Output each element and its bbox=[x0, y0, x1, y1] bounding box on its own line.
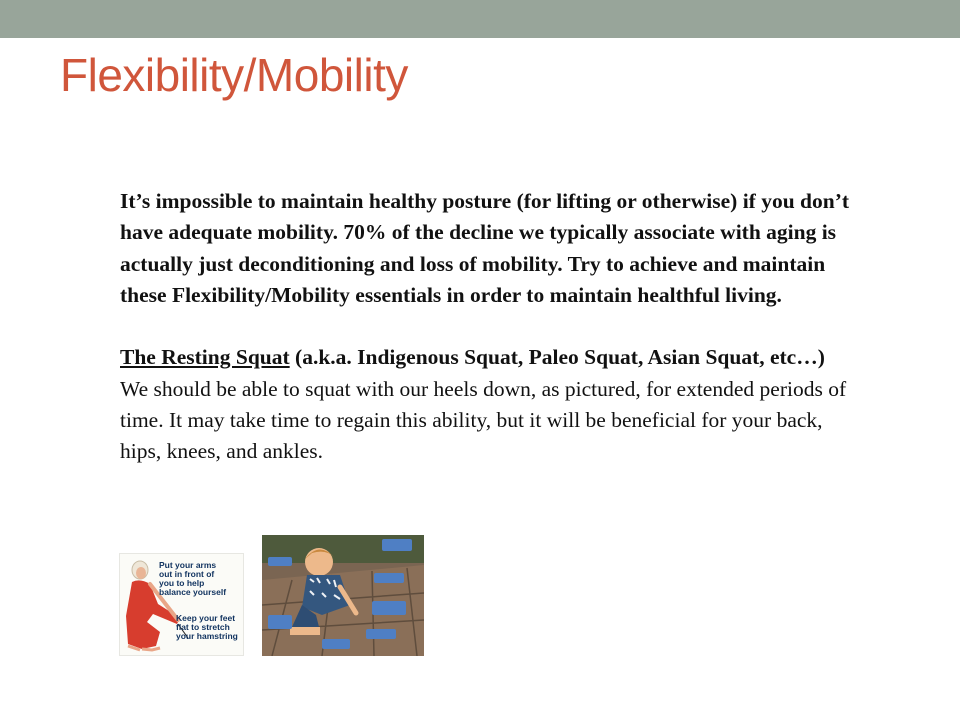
section-heading-title: The Resting Squat bbox=[120, 345, 290, 370]
paragraph-gap bbox=[120, 311, 860, 342]
section-paragraph: We should be able to squat with our heels down, as pictured, for extended periods of time. It may take time to regain this ability, but it will be beneficial for your back, hips, knees, and ankles. bbox=[120, 376, 847, 464]
toddler-squat-photo bbox=[262, 535, 424, 656]
top-accent-bar bbox=[0, 0, 960, 38]
toddler-squat-figure bbox=[262, 535, 424, 656]
intro-paragraph: It’s impossible to maintain healthy posture (for lifting or otherwise) if you don’t have adequate mobility. 70% of the decline we typically associate with aging is actually just deconditioning and loss of mobility. Try to achieve and maintain these Flexibility/Mobility essentials in order to maintain healthful living. bbox=[120, 189, 850, 307]
section-heading-aka: (a.k.a. Indigenous Squat, Paleo Squat, Asian Squat, etc…) bbox=[289, 345, 825, 370]
caption-feet: Keep your feet flat to stretch your hamstring bbox=[176, 613, 238, 641]
slide-body bbox=[120, 186, 860, 468]
caption-arms: Put your arms out in front of you to help balance yourself bbox=[159, 560, 227, 597]
section-heading bbox=[120, 342, 860, 373]
slide-title: Flexibility/Mobility bbox=[60, 49, 408, 101]
squat-illustration-woman bbox=[119, 553, 244, 656]
